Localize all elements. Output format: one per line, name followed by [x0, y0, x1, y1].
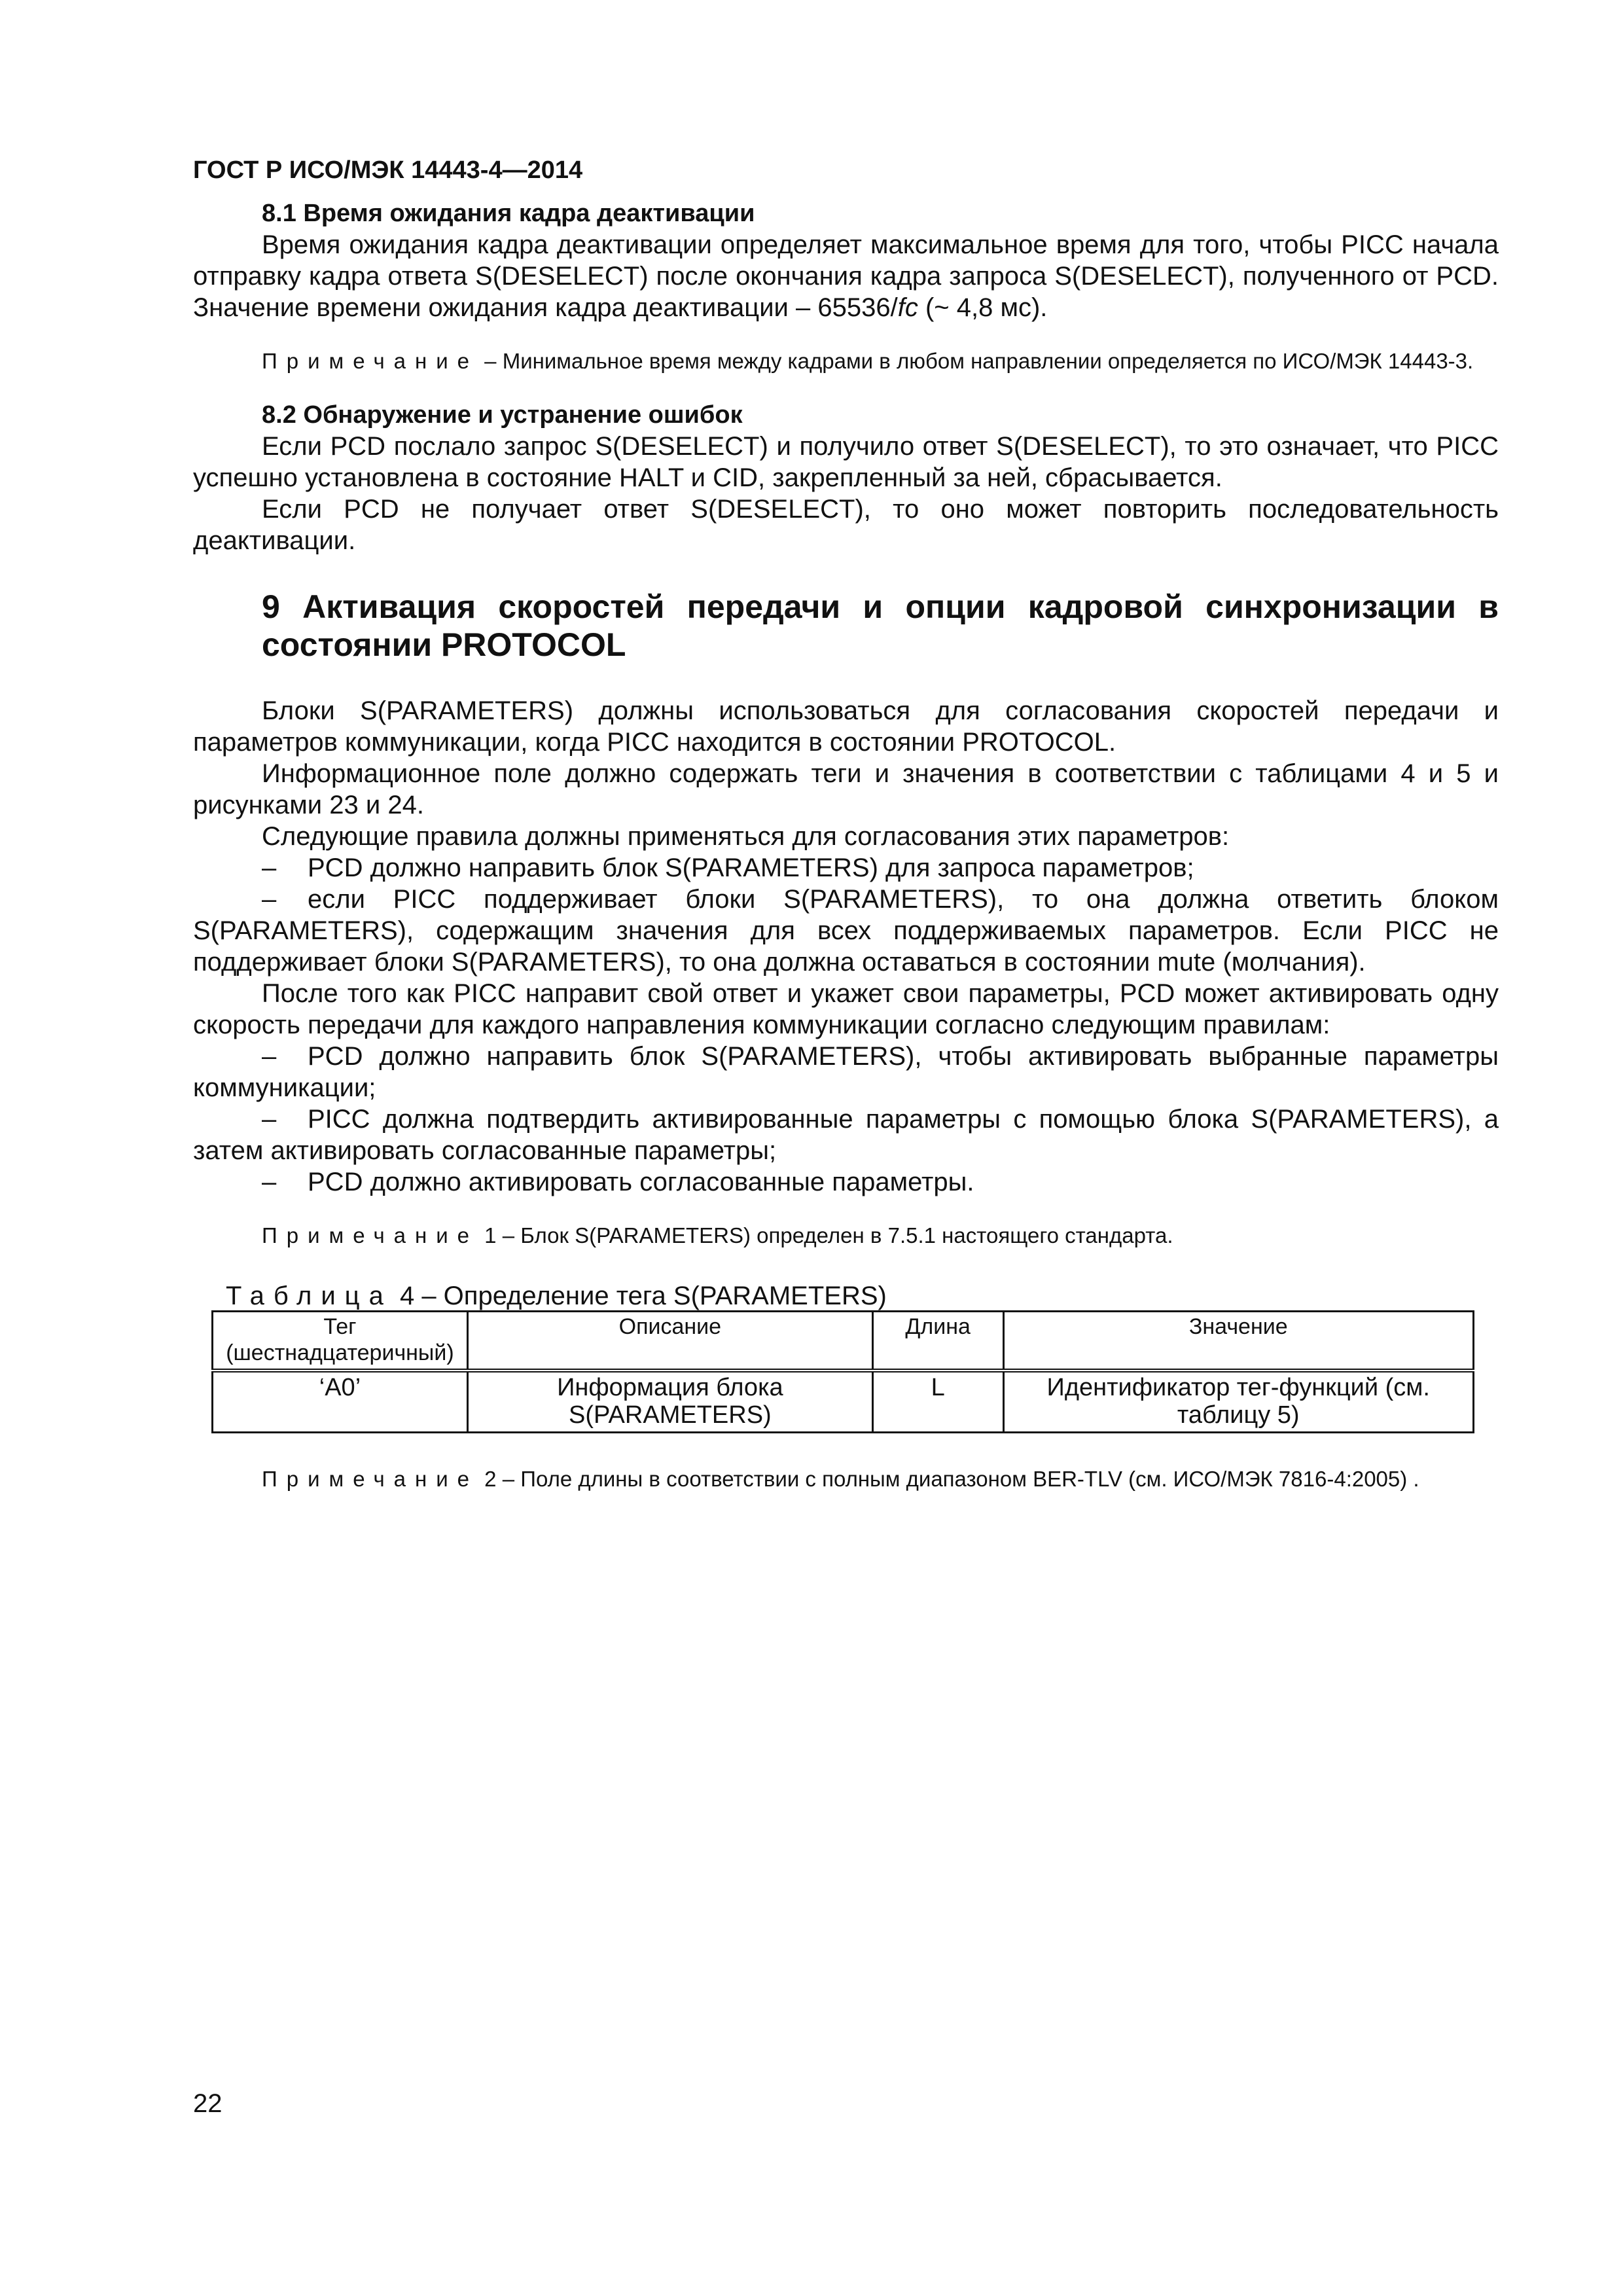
- table-header-cell: Описание: [467, 1312, 872, 1371]
- section-9-note-1: [193, 1221, 1499, 1250]
- table-cell: Информация блока S(PARAMETERS): [467, 1371, 872, 1433]
- note-text: 2 – Поле длины в соответствии с полным диапазоном BER-TLV (см. ИСО/МЭК 7816-4:2005) .: [478, 1467, 1419, 1491]
- dash-marker: –: [262, 853, 277, 882]
- rule-text: PCD должно направить блок S(PARAMETERS), чтобы активировать выбранные параметры коммуникации;: [193, 1042, 1499, 1102]
- table-cell: ‘A0’: [213, 1371, 468, 1433]
- rule-item-3: [193, 1041, 1499, 1103]
- section-9-paragraph-1: Блоки S(PARAMETERS) должны использоваться для согласования скоростей передачи и параметров коммуникации, когда PICC находится в состоянии PROTOCOL.: [193, 696, 1499, 757]
- table-label: Таблица: [226, 1282, 393, 1310]
- table-header-cell: Тег (шестнадцатеричный): [213, 1312, 468, 1371]
- note-label: Примечание: [262, 1467, 479, 1491]
- rule-text: PCD должно направить блок S(PARAMETERS) для запроса параметров;: [308, 853, 1194, 882]
- rule-item-4: [193, 1103, 1499, 1166]
- standard-header: ГОСТ Р ИСО/МЭК 14443-4—2014: [193, 156, 583, 184]
- section-8-1-note: [193, 347, 1499, 376]
- rule-item-2: [193, 884, 1499, 978]
- dash-marker: –: [262, 1042, 277, 1071]
- table-4: [211, 1310, 1474, 1433]
- table-header-row: [213, 1312, 1474, 1371]
- section-9-paragraph-2: Информационное поле должно содержать теги и значения в соответствии с таблицами 4 и 5 и рисунками 23 и 24.: [193, 759, 1499, 819]
- section-8-2-title: 8.2 Обнаружение и устранение ошибок: [262, 401, 743, 429]
- page-number: 22: [193, 2089, 223, 2118]
- note-text: – Минимальное время между кадрами в любом направлении определяется по ИСО/МЭК 14443-3.: [478, 349, 1474, 373]
- rule-item-1: [193, 852, 1499, 884]
- table-caption-text: 4 – Определение тега S(PARAMETERS): [392, 1282, 887, 1310]
- fc-symbol: fc: [897, 293, 918, 322]
- note-label: Примечание: [262, 349, 479, 373]
- rule-text: PICC должна подтвердить активированные параметры с помощью блока S(PARAMETERS), а затем активировать согласованные параметры;: [193, 1105, 1499, 1165]
- table-header-cell: Значение: [1003, 1312, 1473, 1371]
- rule-text: если PICC поддерживает блоки S(PARAMETERS), то она должна ответить блоком S(PARAMETERS), содержащим значения для всех поддерживаемых параметров. Если PICC не поддерживает блоки S(PARAMETERS), то она должна оставаться в состоянии mute (молчания).: [193, 885, 1499, 977]
- note-label: Примечание: [262, 1223, 479, 1247]
- paragraph-text: Время ожидания кадра деактивации определяет максимальное время для того, чтобы PICC начала отправку кадра ответа S(DESELECT) после окончания кадра запроса S(DESELECT), полученного от PCD. Значение времени ожидания кадра деактивации – 65536/: [193, 230, 1499, 322]
- table-header-cell: Длина: [872, 1312, 1003, 1371]
- table-row: [213, 1371, 1474, 1433]
- table-cell: L: [872, 1371, 1003, 1433]
- table-cell: Идентификатор тег-функций (см. таблицу 5): [1003, 1371, 1473, 1433]
- section-8-2-paragraph-2: Если PCD не получает ответ S(DESELECT), то оно может повторить последовательность деактивации.: [193, 495, 1499, 555]
- note-text: 1 – Блок S(PARAMETERS) определен в 7.5.1 настоящего стандарта.: [478, 1223, 1173, 1247]
- dash-marker: –: [262, 1105, 277, 1134]
- section-9-title: 9 Активация скоростей передачи и опции кадровой синхронизации в состоянии PROTOCOL: [262, 588, 1499, 663]
- section-8-1-paragraph: [193, 229, 1499, 323]
- section-9-paragraph-3: Следующие правила должны применяться для согласования этих параметров:: [262, 822, 1230, 851]
- table-4-caption: [193, 1282, 1499, 1310]
- section-8-1-title: 8.1 Время ожидания кадра деактивации: [262, 200, 755, 227]
- dash-marker: –: [262, 885, 277, 914]
- section-9-note-2: [193, 1465, 1499, 1494]
- paragraph-text-end: (~ 4,8 мс).: [918, 293, 1048, 322]
- section-9-paragraph-4: После того как PICC направит свой ответ и укажет свои параметры, PCD может активировать одну скорость передачи для каждого направления коммуникации согласно следующим правилам:: [193, 979, 1499, 1039]
- document-page: [193, 154, 1499, 1494]
- section-8-2-paragraph-1: Если PCD послало запрос S(DESELECT) и получило ответ S(DESELECT), то это означает, что PICC успешно установлена в состояние HALT и CID, закрепленный за ней, сбрасывается.: [193, 432, 1499, 492]
- rule-item-5: [193, 1166, 1499, 1198]
- dash-marker: –: [262, 1168, 277, 1196]
- rule-text: PCD должно активировать согласованные параметры.: [308, 1168, 974, 1196]
